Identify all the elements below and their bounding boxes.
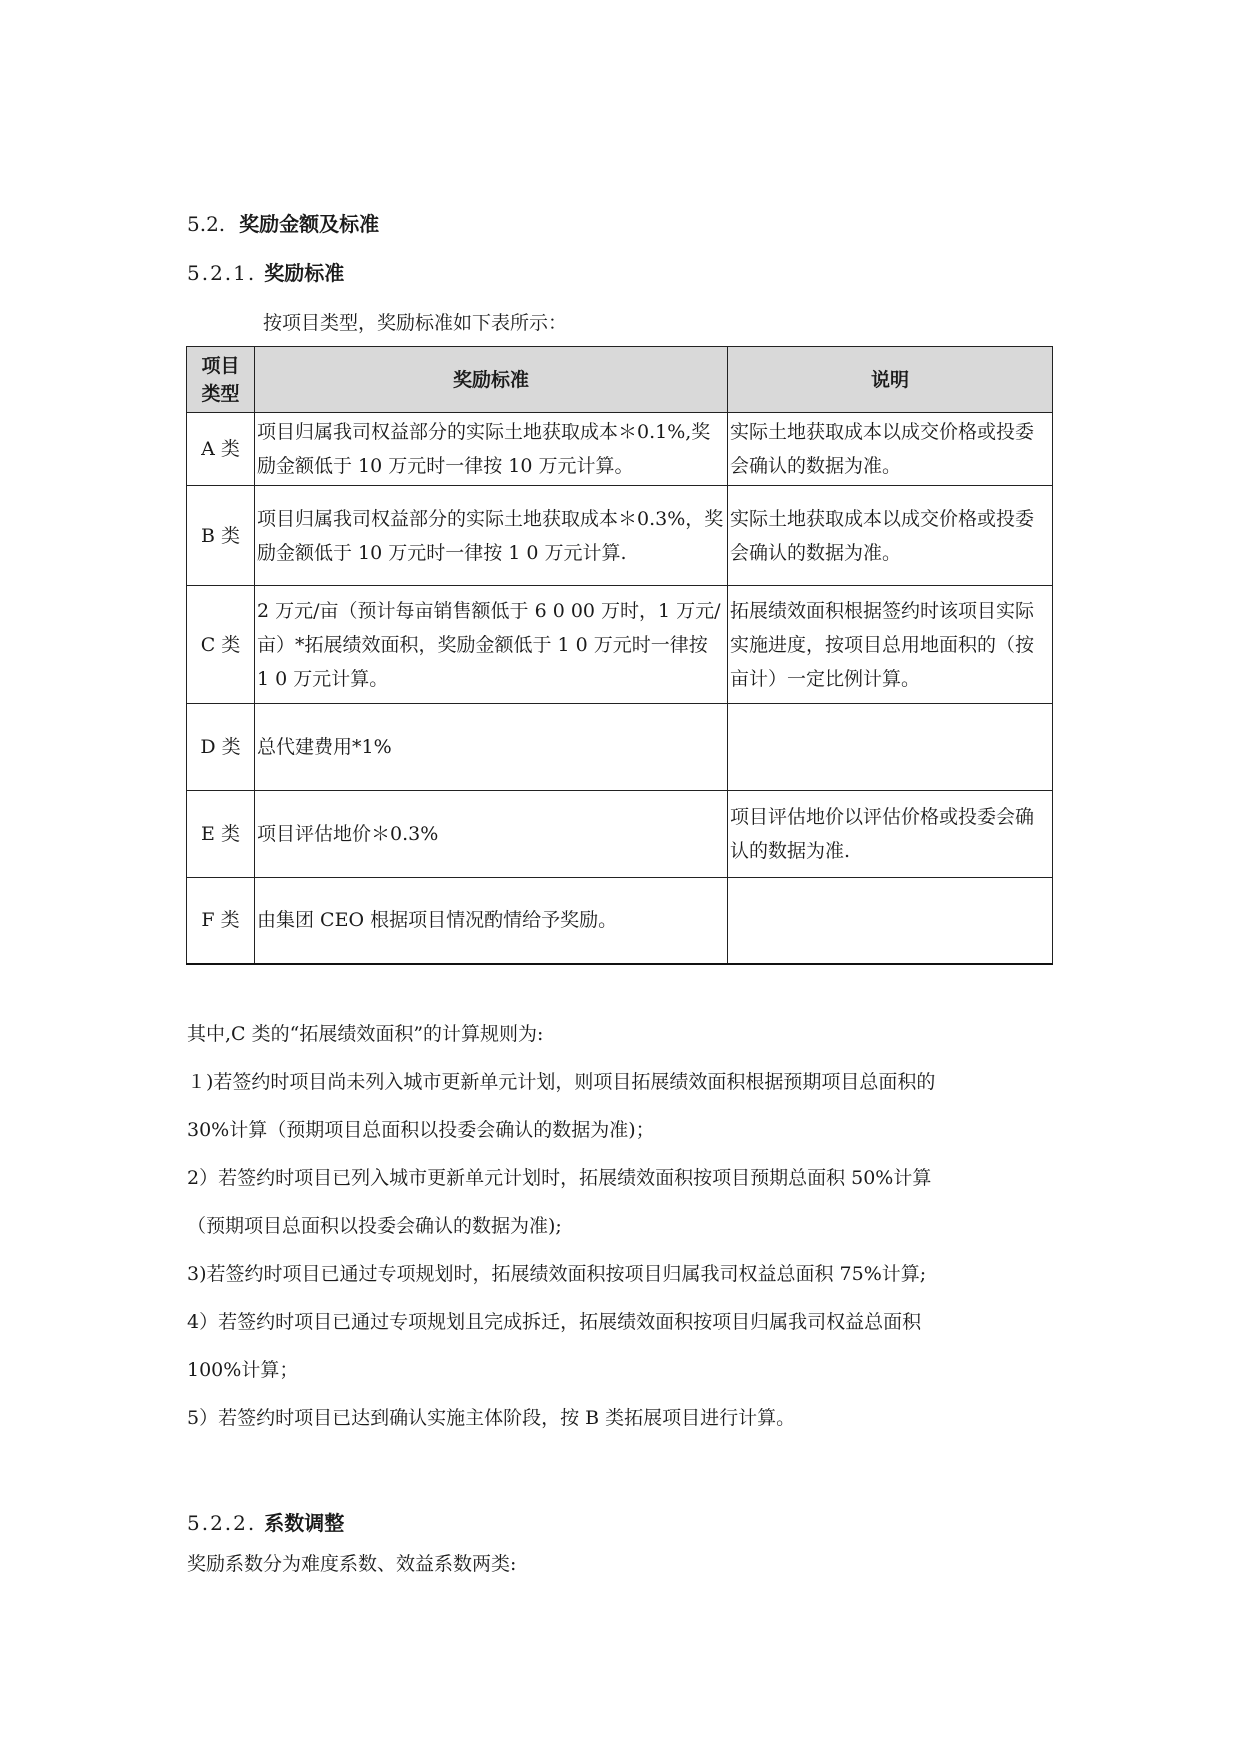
subsection-title-2: 系数调整 bbox=[264, 1511, 345, 1535]
c-rule-line: 5）若签约时项目已达到确认实施主体阶段，按 B 类拓展项目进行计算。 bbox=[187, 1407, 796, 1429]
row-standard: 项目评估地价＊0.3% bbox=[255, 791, 728, 878]
section-title: 奖励金额及标准 bbox=[239, 212, 380, 236]
coefficient-intro: 奖励系数分为难度系数、效益系数两类: bbox=[187, 1553, 517, 1575]
row-note bbox=[728, 878, 1053, 964]
section-heading bbox=[187, 208, 379, 237]
row-type: A 类 bbox=[187, 413, 255, 486]
intro-paragraph: 按项目类型，奖励标准如下表所示： bbox=[263, 312, 568, 334]
subsection-heading-2 bbox=[187, 1507, 344, 1536]
reward-standard-table bbox=[186, 346, 1053, 965]
row-type: B 类 bbox=[187, 486, 255, 586]
row-note: 拓展绩效面积根据签约时该项目实际实施进度，按项目总用地面积的（按亩计）一定比例计算。 bbox=[728, 586, 1053, 704]
table-row bbox=[187, 791, 1053, 878]
header-description: 说明 bbox=[728, 347, 1053, 413]
row-note: 项目评估地价以评估价格或投委会确认的数据为准. bbox=[728, 791, 1053, 878]
subsection-number-2: 5.2.2. bbox=[187, 1511, 257, 1535]
c-rule-line: 2）若签约时项目已列入城市更新单元计划时，拓展绩效面积按项目预期总面积 50%计算 bbox=[187, 1167, 932, 1189]
c-rule-line: １)若签约时项目尚未列入城市更新单元计划，则项目拓展绩效面积根据预期项目总面积的 bbox=[187, 1071, 936, 1093]
row-type: E 类 bbox=[187, 791, 255, 878]
c-rule-line: （预期项目总面积以投委会确认的数据为准); bbox=[187, 1215, 562, 1237]
subsection-title-1: 奖励标准 bbox=[264, 261, 345, 285]
header-project-type bbox=[187, 347, 255, 413]
row-type: D 类 bbox=[187, 704, 255, 791]
c-rule-line: 100%计算； bbox=[187, 1359, 299, 1381]
table-row bbox=[187, 704, 1053, 791]
row-standard: 项目归属我司权益部分的实际土地获取成本＊0.3%，奖励金额低于 10 万元时一律按 1 0 万元计算. bbox=[255, 486, 728, 586]
table-row bbox=[187, 486, 1053, 586]
row-standard: 项目归属我司权益部分的实际土地获取成本＊0.1%,奖励金额低于 10 万元时一律按 10 万元计算。 bbox=[255, 413, 728, 486]
table-row bbox=[187, 413, 1053, 486]
header-type-line1: 项目 bbox=[201, 354, 240, 377]
section-number: 5.2. bbox=[187, 212, 226, 236]
row-note: 实际土地获取成本以成交价格或投委会确认的数据为准。 bbox=[728, 486, 1053, 586]
row-type: F 类 bbox=[187, 878, 255, 964]
c-rule-line: 3)若签约时项目已通过专项规划时，拓展绩效面积按项目归属我司权益总面积 75%计算; bbox=[187, 1263, 927, 1285]
row-standard: 由集团 CEO 根据项目情况酌情给予奖励。 bbox=[255, 878, 728, 964]
c-rule-line: 30%计算（预期项目总面积以投委会确认的数据为准)； bbox=[187, 1119, 655, 1141]
c-rule-line: 4）若签约时项目已通过专项规划且完成拆迁，拓展绩效面积按项目归属我司权益总面积 bbox=[187, 1311, 922, 1333]
row-standard: 总代建费用*1% bbox=[255, 704, 728, 791]
row-note: 实际土地获取成本以成交价格或投委会确认的数据为准。 bbox=[728, 413, 1053, 486]
table-row bbox=[187, 878, 1053, 964]
row-note bbox=[728, 704, 1053, 791]
table-row bbox=[187, 586, 1053, 704]
header-type-line2: 类型 bbox=[201, 382, 240, 405]
header-reward-standard: 奖励标准 bbox=[255, 347, 728, 413]
subsection-heading-1 bbox=[187, 257, 344, 286]
subsection-number-1: 5.2.1. bbox=[187, 261, 257, 285]
table-header-row bbox=[187, 347, 1053, 413]
c-rules-intro: 其中,C 类的“拓展绩效面积”的计算规则为: bbox=[187, 1023, 544, 1045]
row-type: C 类 bbox=[187, 586, 255, 704]
row-standard: 2 万元/亩（预计每亩销售额低于 6 0 00 万时，1 万元/亩）*拓展绩效面积，奖励金额低于 1 0 万元时一律按 1 0 万元计算。 bbox=[255, 586, 728, 704]
